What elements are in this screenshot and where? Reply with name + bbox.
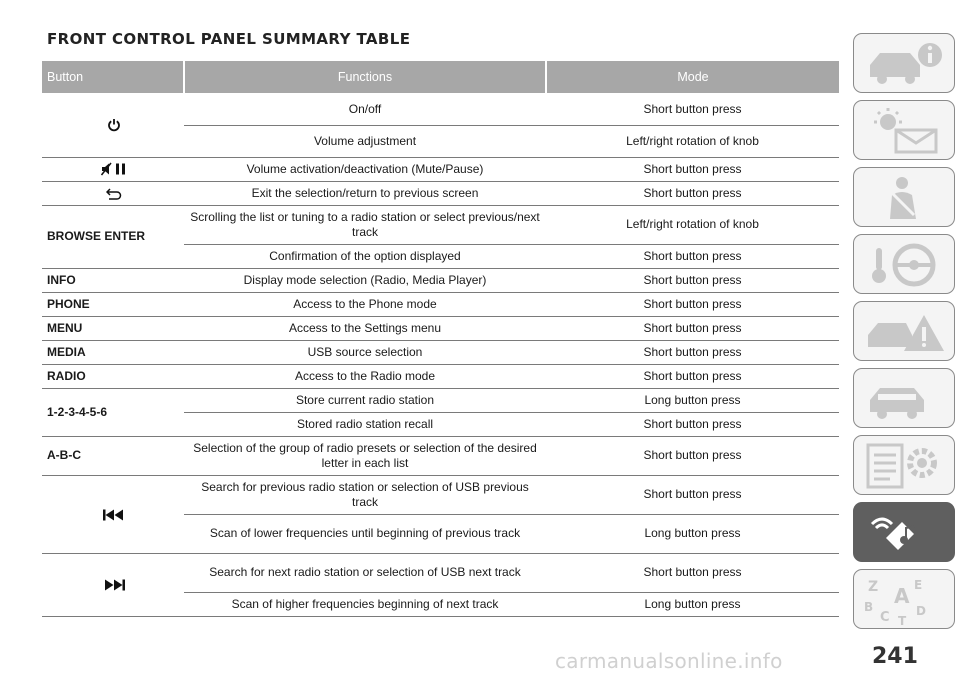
row-button-presets: 1-2-3-4-5-6: [42, 388, 184, 436]
row-mode: Short button press: [546, 316, 839, 340]
table-row: [42, 181, 839, 205]
seatbelt-airbag-icon: [862, 173, 948, 223]
tab-starting-driving[interactable]: [853, 234, 955, 294]
tab-maintenance[interactable]: [853, 368, 955, 428]
row-mode: Short button press: [546, 553, 839, 592]
tab-index[interactable]: [853, 569, 955, 629]
emergency-warning-icon: [862, 307, 948, 357]
row-button-radio: RADIO: [42, 364, 184, 388]
row-mode: Short button press: [546, 436, 839, 475]
table-row: [42, 340, 839, 364]
row-function: Scan of higher frequencies beginning of next track: [184, 592, 546, 616]
row-function: Store current radio station: [184, 388, 546, 412]
row-function: Access to the Phone mode: [184, 292, 546, 316]
row-mode: Short button press: [546, 181, 839, 205]
row-mode: Short button press: [546, 340, 839, 364]
row-function: Confirmation of the option displayed: [184, 244, 546, 268]
row-button-info: INFO: [42, 268, 184, 292]
row-mode: Short button press: [546, 364, 839, 388]
row-mode: Left/right rotation of knob: [546, 125, 839, 157]
page-number: 241: [872, 644, 918, 669]
row-mode: Short button press: [546, 412, 839, 436]
svg-text:Z: Z: [868, 579, 879, 595]
tab-multimedia[interactable]: [853, 502, 955, 562]
svg-text:E: E: [914, 578, 923, 592]
row-mode: Left/right rotation of knob: [546, 205, 839, 244]
row-button-next: [42, 553, 184, 616]
row-mode: Short button press: [546, 244, 839, 268]
specs-gear-icon: [862, 441, 948, 491]
svg-text:A: A: [894, 584, 910, 608]
svg-text:D: D: [916, 604, 926, 618]
previous-track-icon: [103, 509, 125, 521]
back-arrow-icon: [106, 188, 122, 200]
table-row: [42, 93, 839, 125]
row-mode: Short button press: [546, 268, 839, 292]
table-header-row: [42, 61, 839, 93]
row-function: Access to the Settings menu: [184, 316, 546, 340]
table-row: [42, 205, 839, 244]
alphabetical-index-icon: [862, 575, 948, 625]
header-mode: Mode: [546, 61, 839, 93]
row-function: Search for next radio station or selection of USB next track: [184, 553, 546, 592]
table-row: [42, 316, 839, 340]
tab-warning-lights[interactable]: [853, 100, 955, 160]
warning-lights-icon: [862, 106, 948, 156]
row-mode: Short button press: [546, 157, 839, 181]
row-mode: Short button press: [546, 93, 839, 125]
row-function: Stored radio station recall: [184, 412, 546, 436]
table-row: [42, 553, 839, 592]
car-info-icon: [862, 39, 948, 89]
row-button-browse: BROWSE ENTER: [42, 205, 184, 268]
key-steering-wheel-icon: [862, 240, 948, 290]
table-row: [42, 364, 839, 388]
multimedia-icon: [862, 508, 948, 558]
header-button: Button: [42, 61, 184, 93]
svg-text:C: C: [880, 610, 890, 625]
next-track-icon: [103, 579, 125, 591]
row-function: Search for previous radio station or selection of USB previous track: [184, 475, 546, 514]
page-title: FRONT CONTROL PANEL SUMMARY TABLE: [47, 30, 411, 48]
tab-emergency[interactable]: [853, 301, 955, 361]
row-button-media: MEDIA: [42, 340, 184, 364]
tab-safety[interactable]: [853, 167, 955, 227]
row-button-mute: [42, 157, 184, 181]
row-function: Volume activation/deactivation (Mute/Pause): [184, 157, 546, 181]
row-mode: Long button press: [546, 388, 839, 412]
row-function: Display mode selection (Radio, Media Player): [184, 268, 546, 292]
row-function: USB source selection: [184, 340, 546, 364]
row-button-previous: [42, 475, 184, 553]
row-button-phone: PHONE: [42, 292, 184, 316]
watermark: carmanualsonline.info: [555, 649, 783, 673]
row-function: Exit the selection/return to previous screen: [184, 181, 546, 205]
row-button-abc: A-B-C: [42, 436, 184, 475]
row-function: Selection of the group of radio presets or selection of the desired letter in each list: [184, 436, 546, 475]
tab-technical-specs[interactable]: [853, 435, 955, 495]
row-button-back: [42, 181, 184, 205]
table-row: [42, 436, 839, 475]
summary-table: [42, 61, 839, 617]
table-row: [42, 475, 839, 514]
row-function: Volume adjustment: [184, 125, 546, 157]
row-function: Scrolling the list or tuning to a radio station or select previous/next track: [184, 205, 546, 244]
svg-text:T: T: [898, 614, 907, 625]
svg-text:B: B: [864, 600, 874, 614]
table-row: [42, 268, 839, 292]
row-mode: Long button press: [546, 592, 839, 616]
tab-car-info[interactable]: [853, 33, 955, 93]
row-mode: Short button press: [546, 475, 839, 514]
row-function: Access to the Radio mode: [184, 364, 546, 388]
power-icon: [107, 118, 121, 132]
table-row: [42, 157, 839, 181]
header-functions: Functions: [184, 61, 546, 93]
row-button-menu: MENU: [42, 316, 184, 340]
car-maintenance-icon: [862, 374, 948, 424]
mute-pause-icon: [101, 162, 127, 176]
row-function: Scan of lower frequencies until beginning of previous track: [184, 514, 546, 553]
table-row: [42, 292, 839, 316]
row-mode: Long button press: [546, 514, 839, 553]
row-function: On/off: [184, 93, 546, 125]
table-row: [42, 388, 839, 412]
row-button-power: [42, 93, 184, 157]
row-mode: Short button press: [546, 292, 839, 316]
